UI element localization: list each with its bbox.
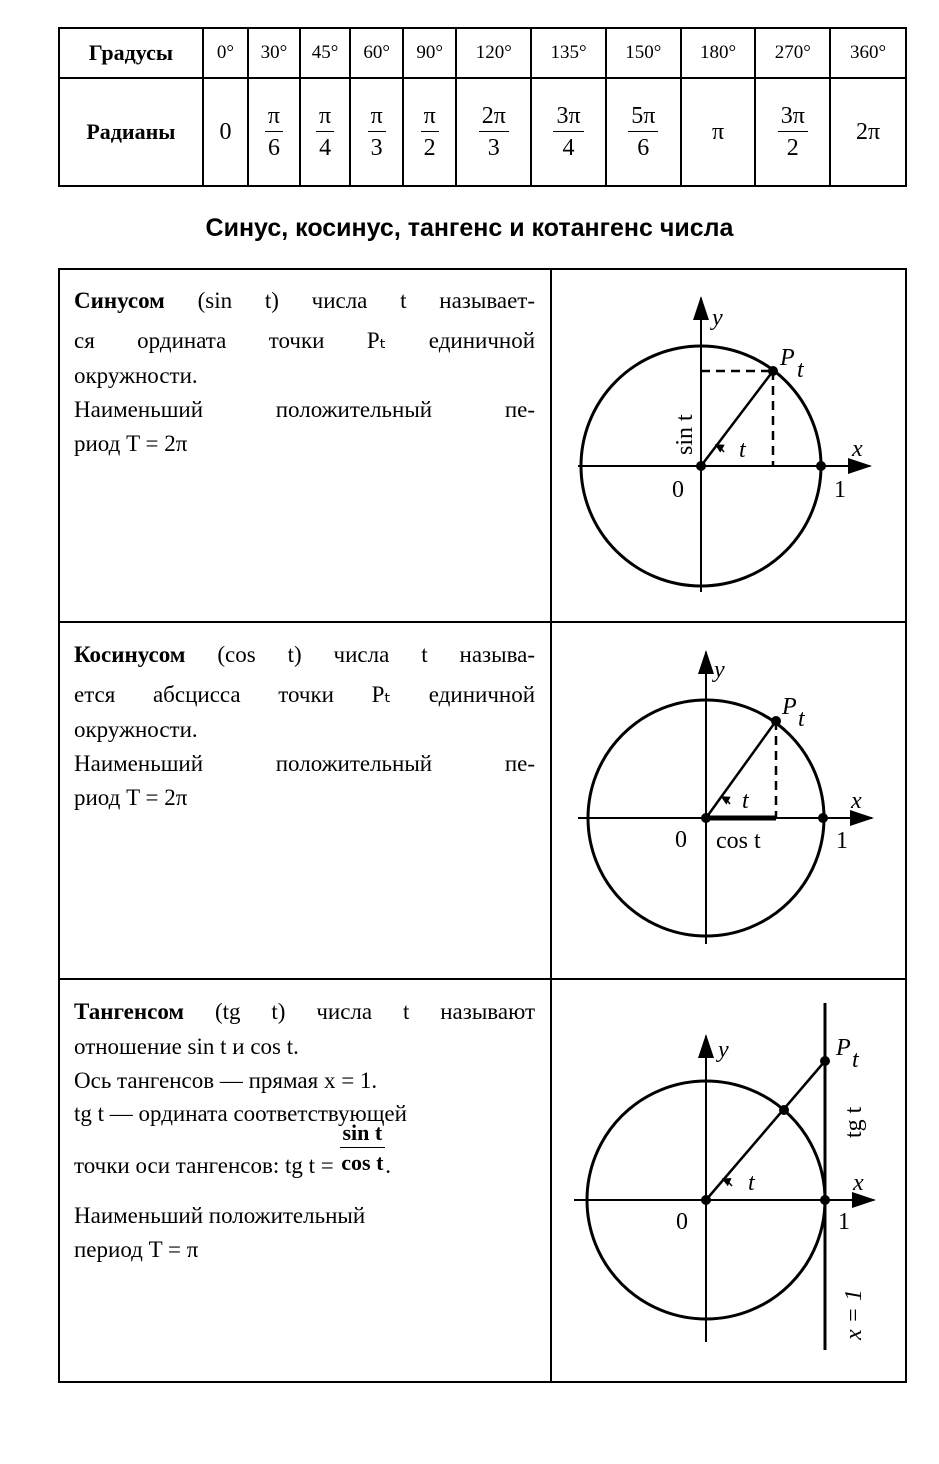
formula-end: . — [385, 1153, 391, 1178]
fraction-num: 5π — [628, 103, 658, 132]
sine-line-5: риод T = 2π — [74, 431, 188, 456]
degrees-label: Градусы — [59, 28, 203, 78]
fraction-den: 6 — [267, 135, 280, 161]
point-label: P — [782, 694, 797, 720]
radian-value: 0 — [219, 118, 232, 145]
tangent-term: Тангенсом — [74, 999, 185, 1024]
cosine-term: Косинусом — [74, 642, 186, 667]
fraction-num: π — [316, 103, 334, 132]
tangent-line-6: Наименьший положительный — [74, 1203, 366, 1228]
degree-cell: 150° — [606, 28, 681, 78]
y-label: y — [712, 305, 723, 331]
sine-line-3: окружности. — [74, 363, 198, 388]
cosine-line-4: Наименьший положительный пе- — [74, 751, 535, 776]
radius — [701, 371, 773, 466]
tangent-line-3: Ось тангенсов — прямая x = 1. — [74, 1068, 378, 1093]
point-subscript: t — [798, 706, 805, 732]
x-label: x — [853, 1170, 864, 1196]
y-label: y — [718, 1037, 729, 1063]
tangent-axis-label: x = 1 — [841, 1289, 867, 1340]
fraction-num: 3π — [553, 103, 583, 132]
fraction-den: 6 — [637, 135, 650, 161]
cosine-line-2: ется абсцисса точки Pₜ единичной — [74, 682, 535, 707]
point-subscript: t — [797, 357, 804, 383]
tangent-text: (tg t) числа t называют — [214, 999, 535, 1024]
fraction-num: π — [421, 103, 439, 132]
tangent-line-7: период T = π — [74, 1237, 199, 1262]
degree-cell: 0° — [203, 28, 248, 78]
origin-label: 0 — [672, 477, 684, 503]
fraction-den: 4 — [562, 135, 575, 161]
degree-cell: 120° — [456, 28, 531, 78]
degree-cell: 45° — [300, 28, 351, 78]
x-label: x — [852, 436, 863, 462]
tangent-text: точки оси тангенсов: tg t = — [74, 1153, 334, 1178]
radius — [706, 721, 776, 818]
fraction-num: π — [368, 103, 386, 132]
degree-cell: 30° — [248, 28, 300, 78]
fraction-num: 3π — [778, 103, 808, 132]
cosine-segment-label: cos t — [716, 828, 761, 854]
formula-denominator: cos t — [341, 1149, 384, 1175]
origin-label: 0 — [675, 827, 687, 853]
angle-label: t — [742, 788, 749, 814]
fraction-den: 3 — [370, 135, 383, 161]
point-subscript: t — [852, 1047, 859, 1073]
fraction-num: π — [265, 103, 283, 132]
fraction-den: 4 — [319, 135, 332, 161]
cosine-diagram — [578, 652, 872, 944]
one-label: 1 — [836, 828, 848, 854]
angle-arc — [722, 797, 730, 804]
cosine-line-5: риод T = 2π — [74, 785, 188, 810]
one-label: 1 — [834, 477, 846, 503]
fraction-den: 2 — [786, 135, 799, 161]
tangent-diagram — [574, 1003, 874, 1350]
point-label: P — [836, 1035, 851, 1061]
fraction-den: 2 — [423, 135, 436, 161]
tangent-segment-label: tg t — [841, 1106, 867, 1138]
radians-label: Радианы — [59, 78, 203, 186]
angle-label: t — [748, 1170, 755, 1196]
degree-cell: 60° — [350, 28, 403, 78]
sine-line-2: ся ордината точки Pₜ единичной — [74, 328, 535, 353]
radian-value: 2π — [856, 118, 881, 145]
point-label: P — [780, 345, 795, 371]
radian-value: π — [711, 118, 725, 145]
degree-cell: 90° — [403, 28, 456, 78]
angle-arc — [723, 1179, 732, 1186]
sine-line-4: Наименьший положительный пе- — [74, 397, 535, 422]
cosine-line-3: окружности. — [74, 717, 198, 742]
x-label: x — [851, 788, 862, 814]
angle-label: t — [739, 437, 746, 463]
fraction-num: 2π — [479, 103, 509, 132]
degree-cell: 360° — [830, 28, 906, 78]
sine-text: (sin t) числа t называет- — [197, 288, 535, 313]
origin-label: 0 — [676, 1209, 688, 1235]
sine-segment-label: sin t — [672, 414, 698, 455]
degree-cell: 135° — [531, 28, 606, 78]
degree-cell: 180° — [681, 28, 756, 78]
tangent-line-2: отношение sin t и cos t. — [74, 1034, 299, 1059]
fraction-den: 3 — [487, 135, 500, 161]
tangent-line-4: tg t — ордината соответствующей — [74, 1101, 407, 1126]
cosine-text: (cos t) числа t называ- — [217, 642, 535, 667]
formula-numerator: sin t — [340, 1121, 386, 1148]
sine-diagram — [578, 298, 870, 592]
degree-cell: 270° — [755, 28, 830, 78]
angle-arc — [716, 445, 724, 452]
section-title: Синус, косинус, тангенс и котангенс числа — [205, 214, 734, 242]
sine-term: Синусом — [74, 288, 165, 313]
one-label: 1 — [838, 1209, 850, 1235]
y-label: y — [714, 657, 725, 683]
